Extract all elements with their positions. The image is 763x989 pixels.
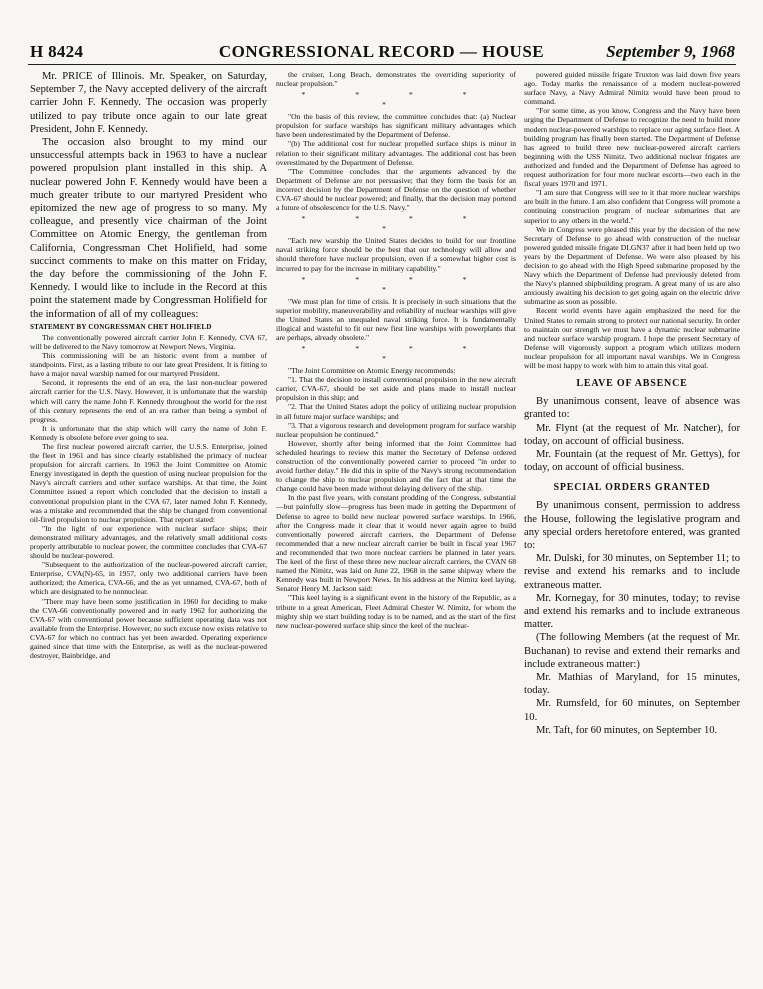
statement-paragraph: We in Congress were pleased this year by the decision of the new Secretary of Defense to go ahead with construction of the nuclear powered guided missile frigate DLGN37 after it had been held up two years by the Department of Defense. We were also pleased by his decision to go ahead with the High Speed submarine proposed by the Navy which the Department of Defense had previously deleted from the Navy's planned shipbuilding program. A great many of us are also anxiously awaiting his decision to get going again on the electric drive submarine as soon as possible. xyxy=(524,224,740,307)
statement-paragraph: "On the basis of this review, the committee concludes that: (a) Nuclear propulsion for surface warships has significant military advantages which have been underestimated by the Department of Defense. xyxy=(276,112,516,140)
ellipsis-stars: * * * * * xyxy=(301,214,491,234)
price-paragraph-1: Mr. PRICE of Illinois. Mr. Speaker, on Saturday, September 7, the Navy accepted delivery of the aircraft carrier John F. Kennedy. The occasion was properly utilized to pay tribute once again to our late great President, John F. Kennedy. xyxy=(30,71,267,135)
statement-paragraph: However, shortly after being informed that the Joint Committee had scheduled hearings to review this matter the Secretary of Defense ordered construction of the conventionally powered carrier to proceed "in order to avoid further delay." He did this in spite of the Navy's strong recommendation to change the ship to nuclear propulsion and the fact that at that time the change could have been made without delaying delivery of the ship. xyxy=(276,438,516,494)
statement-paragraph: "In the light of our experience with nuclear surface ships; their demonstrated military advantages, and the relatively small additional costs properly attributable to nuclear power, the committee concludes that CVA-67 should be nuclear-powered. xyxy=(30,523,267,561)
statement-paragraph: "Each new warship the United States decides to build for our frontline naval striking force should be the best that our technology will allow and should therefore have nuclear propulsion, even if a somewhat higher cost is incurred to pay for the increase in military capability." xyxy=(276,236,516,273)
ellipsis-stars: * * * * * xyxy=(301,344,491,364)
statement-paragraph: "This keel laying is a significant event in the history of the Republic, as a tribute to a great American, Fleet Admiral Chester W. Nimitz, for whom the mighty ship we start building today is to be named, and as the start of the first new nuclear-powered surface ship since the keel of the nuclear- xyxy=(276,593,516,630)
statement-paragraph: "The Committee concludes that the arguments advanced by the Department of Defense are not persuasive; that they form the basis for an incorrect decision by the Department of Defense on the question of whether CVA-67 should be nuclear powered; and finally, that the decision may portend a future of obsolescence for the U.S. Navy." xyxy=(276,166,516,213)
column-2 xyxy=(276,70,516,630)
statement-paragraph: "We must plan for time of crisis. It is precisely in such situations that the superior mobility, maneuverability and reliability of nuclear warships will give the United States an unequaled naval striking force. It is fundamentally illogical and wasteful to fit our new first line warships with powerplants that are perhaps, already obsolete." xyxy=(276,296,516,342)
orders-paragraph: Mr. Kornegay, for 30 minutes, today; to revise and extend his remarks and to include extraneous matter. xyxy=(524,592,740,631)
statement-paragraph: The conventionally powered aircraft carrier John F. Kennedy, CVA 67, will be delivered to the Navy tomorrow at Newport News, Virginia. xyxy=(30,332,267,351)
orders-paragraph: Mr. Mathias of Maryland, for 15 minutes, today. xyxy=(524,671,740,697)
ellipsis-stars: * * * * * xyxy=(301,274,491,294)
leave-paragraph: By unanimous consent, leave of absence was granted to: xyxy=(524,396,740,421)
statement-paragraph: This commissioning will be an historic event from a number of standpoints. First, as a lasting tribute to our late great President. It is fitting to have a major naval warship named for our martyred President. xyxy=(30,351,267,379)
leave-paragraph: Mr. Flynt (at the request of Mr. Natcher), for today, on account of official business. xyxy=(524,422,740,447)
statement-paragraph: "The Joint Committee on Atomic Energy recommends: xyxy=(288,366,456,376)
statement-paragraph: It is unfortunate that the ship which will carry the name of John F. Kennedy is obsolete before ever going to sea. xyxy=(30,423,267,442)
price-paragraph-2: The occasion also brought to my mind our unsuccessful attempts back in 1963 to have a nuclear powered propulsion plant installed in this ship. A nuclear powered John F. Kennedy would have been a much greater tribute to our martyred President who epitomized the new age of progress to so many. My colleague, and presently vice chairman of the Joint Committee on Atomic Energy, the gentleman from California, Congressman Chet Holifield, had some succinct comments to make on this matter on Friday, the day before the commissioning of the John F. Kennedy. I would like to include in the Record at this point the statement made by Congressman Holifield for the information of all of my colleagues: xyxy=(30,137,267,320)
statement-paragraph: "There may have been some justification in 1960 for deciding to make the CVA-66 conventionally powered and in early 1962 for authorizing the CVA-67 with conventional power because sufficient operating data was not available from the Enterprise. However, no such excuse now exists relative to CVA-67 for which no contract has yet been awarded. Operating experience gained since that time with the Enterprise, as well as the nuclear-powered destroyer, Bainbridge, and xyxy=(30,596,267,661)
orders-paragraph: Mr. Rumsfeld, for 60 minutes, on September 10. xyxy=(524,698,740,723)
orders-paragraph: Mr. Taft, for 60 minutes, on September 10. xyxy=(536,724,718,736)
leave-of-absence-heading: LEAVE OF ABSENCE xyxy=(576,378,688,390)
leave-paragraph: Mr. Fountain (at the request of Mr. Gettys), for today, on account of official business. xyxy=(524,448,740,474)
publication-title: CONGRESSIONAL RECORD — HOUSE xyxy=(218,42,545,61)
column-3 xyxy=(524,70,740,737)
orders-paragraph: Mr. Dulski, for 30 minutes, on September 11; to revise and extend his remarks and to include extraneous matter. xyxy=(524,553,740,591)
statement-paragraph: Second, it represents the end of an era, the last non-nuclear powered aircraft carrier for the U.S. Navy. However, it is unfortunate that the warship which will carry the name John F. Kennedy throughout the world for the rest of this century represents the end of an era rather than being a symbol of progress. xyxy=(30,378,267,424)
statement-paragraph: "1. That the decision to install conventional propulsion in the new aircraft carrier, CVA-67, should be set aside and plans made to install nuclear propulsion in this ship; and xyxy=(276,375,516,403)
statement-paragraph: "Subsequent to the authorization of the nuclear-powered aircraft carrier, Enterprise, CVA(N)-65, in 1957, only two additional carriers have been authorized; the America, CVA-66, and the as yet unnamed, CVA-67, both of which are designated to be nonnuclear. xyxy=(30,560,267,597)
issue-date: September 9, 1968 xyxy=(606,42,735,61)
statement-paragraph: "3. That a vigorous research and development program for surface warship nuclear propulsion be continued." xyxy=(276,420,516,439)
page-header xyxy=(0,42,763,66)
statement-paragraph: The first nuclear powered aircraft carrier, the U.S.S. Enterprise, joined the fleet in 1961 and has since clearly established the primacy of nuclear propulsion for aircraft carriers. In 1963 the Joint Committee on Atomic Energy investigated in depth the question of using nuclear propulsion for the Navy's aircraft carriers and other surface warships. At that time, the Joint Committee issued a report which concluded that the decision to install a conventional propulsion plant in the CVA 67, later named John F. Kennedy, was a mistake and recommended that the ship be changed from conventional oil-fired propulsion to nuclear propulsion. That report stated: xyxy=(30,441,267,524)
statement-paragraph: "I am sure that Congress will see to it that more nuclear warships are built in the future. I am also confident that Congress will promote a continuing construction program of nuclear submarines that are superior to any others in the world." xyxy=(524,188,740,225)
statement-paragraph: "For some time, as you know, Congress and the Navy have been urging the Department of Defense to recognize the need to build more modern nuclear-powered warships to replace our aging surface fleet. A building program has finally been started. The Department of Defense has agreed to build three new nuclear-powered aircraft carriers beginning with the USS Nimitz. Two additional nuclear frigates are authorized and funded and the Department of Defense has agreed to request authorization for four more nuclear escorts—two each in the fiscal years 1970 and 1971. xyxy=(524,106,740,189)
statement-paragraph: powered guided missile frigate Truxton was laid down five years ago. Today marks the renaissance of a modern nuclear-powered surface Navy, a Navy Admiral Nimitz would have been proud to command. xyxy=(524,70,740,107)
orders-paragraph: (The following Members (at the request of Mr. Buchanan) to revise and extend their remarks and include extraneous matter:) xyxy=(524,632,740,670)
column-1 xyxy=(30,70,267,660)
statement-paragraph: "2. That the United States adopt the policy of utilizing nuclear propulsion in all future major surface warships; and xyxy=(276,402,516,421)
statement-heading: STATEMENT BY CONGRESSMAN CHET HOLIFIELD xyxy=(30,322,212,331)
statement-paragraph: the cruiser, Long Beach, demonstrates the overriding superiority of nuclear propulsion." xyxy=(276,70,516,89)
statement-paragraph: Recent world events have again emphasized the need for the United States to remain strong to protect our national security. In order to maintain our strength we must have a dynamic nuclear submarine and nuclear surface warship program. I hope the present Secretary of Defense will vigorously support a program which utilizes modern nuclear propulsion for all important naval warships. We in Congress will be most happy to work with him to attain this vital goal. xyxy=(524,306,740,370)
orders-paragraph: By unanimous consent, permission to address the House, following the legislative program and any special orders heretofore entered, was granted to: xyxy=(524,500,740,551)
page-number: H 8424 xyxy=(30,42,84,61)
ellipsis-stars: * * * * * xyxy=(301,90,491,110)
special-orders-heading: SPECIAL ORDERS GRANTED xyxy=(553,482,711,494)
header-rule xyxy=(28,64,736,65)
statement-paragraph: "(b) The additional cost for nuclear propelled surface ships is minor in relation to their significant military advantages. The additional cost has been overestimated by the Department of Defense. xyxy=(276,139,516,167)
statement-paragraph: In the past five years, with constant prodding of the Congress, substantial—but painfully slow—progress has been made in getting the Department of Defense to agree to build new nuclear powered surface warships. In 1966, after the Congress made it clear that it would never again agree to build conventionally powered aircraft carriers, the Department of Defense recommended that a new nuclear aircraft carrier be built in fiscal year 1967 and recommended that two more nuclear carriers be planned in later years. The keel of the first of these three new nuclear aircraft carriers, the CVAN 68 named the Nimitz, was laid on June 22, 1968 in the same shipway where the Kennedy was built in Newport News. In his address at the Nimitz keel laying, Senator Henry M. Jackson said: xyxy=(276,493,516,594)
